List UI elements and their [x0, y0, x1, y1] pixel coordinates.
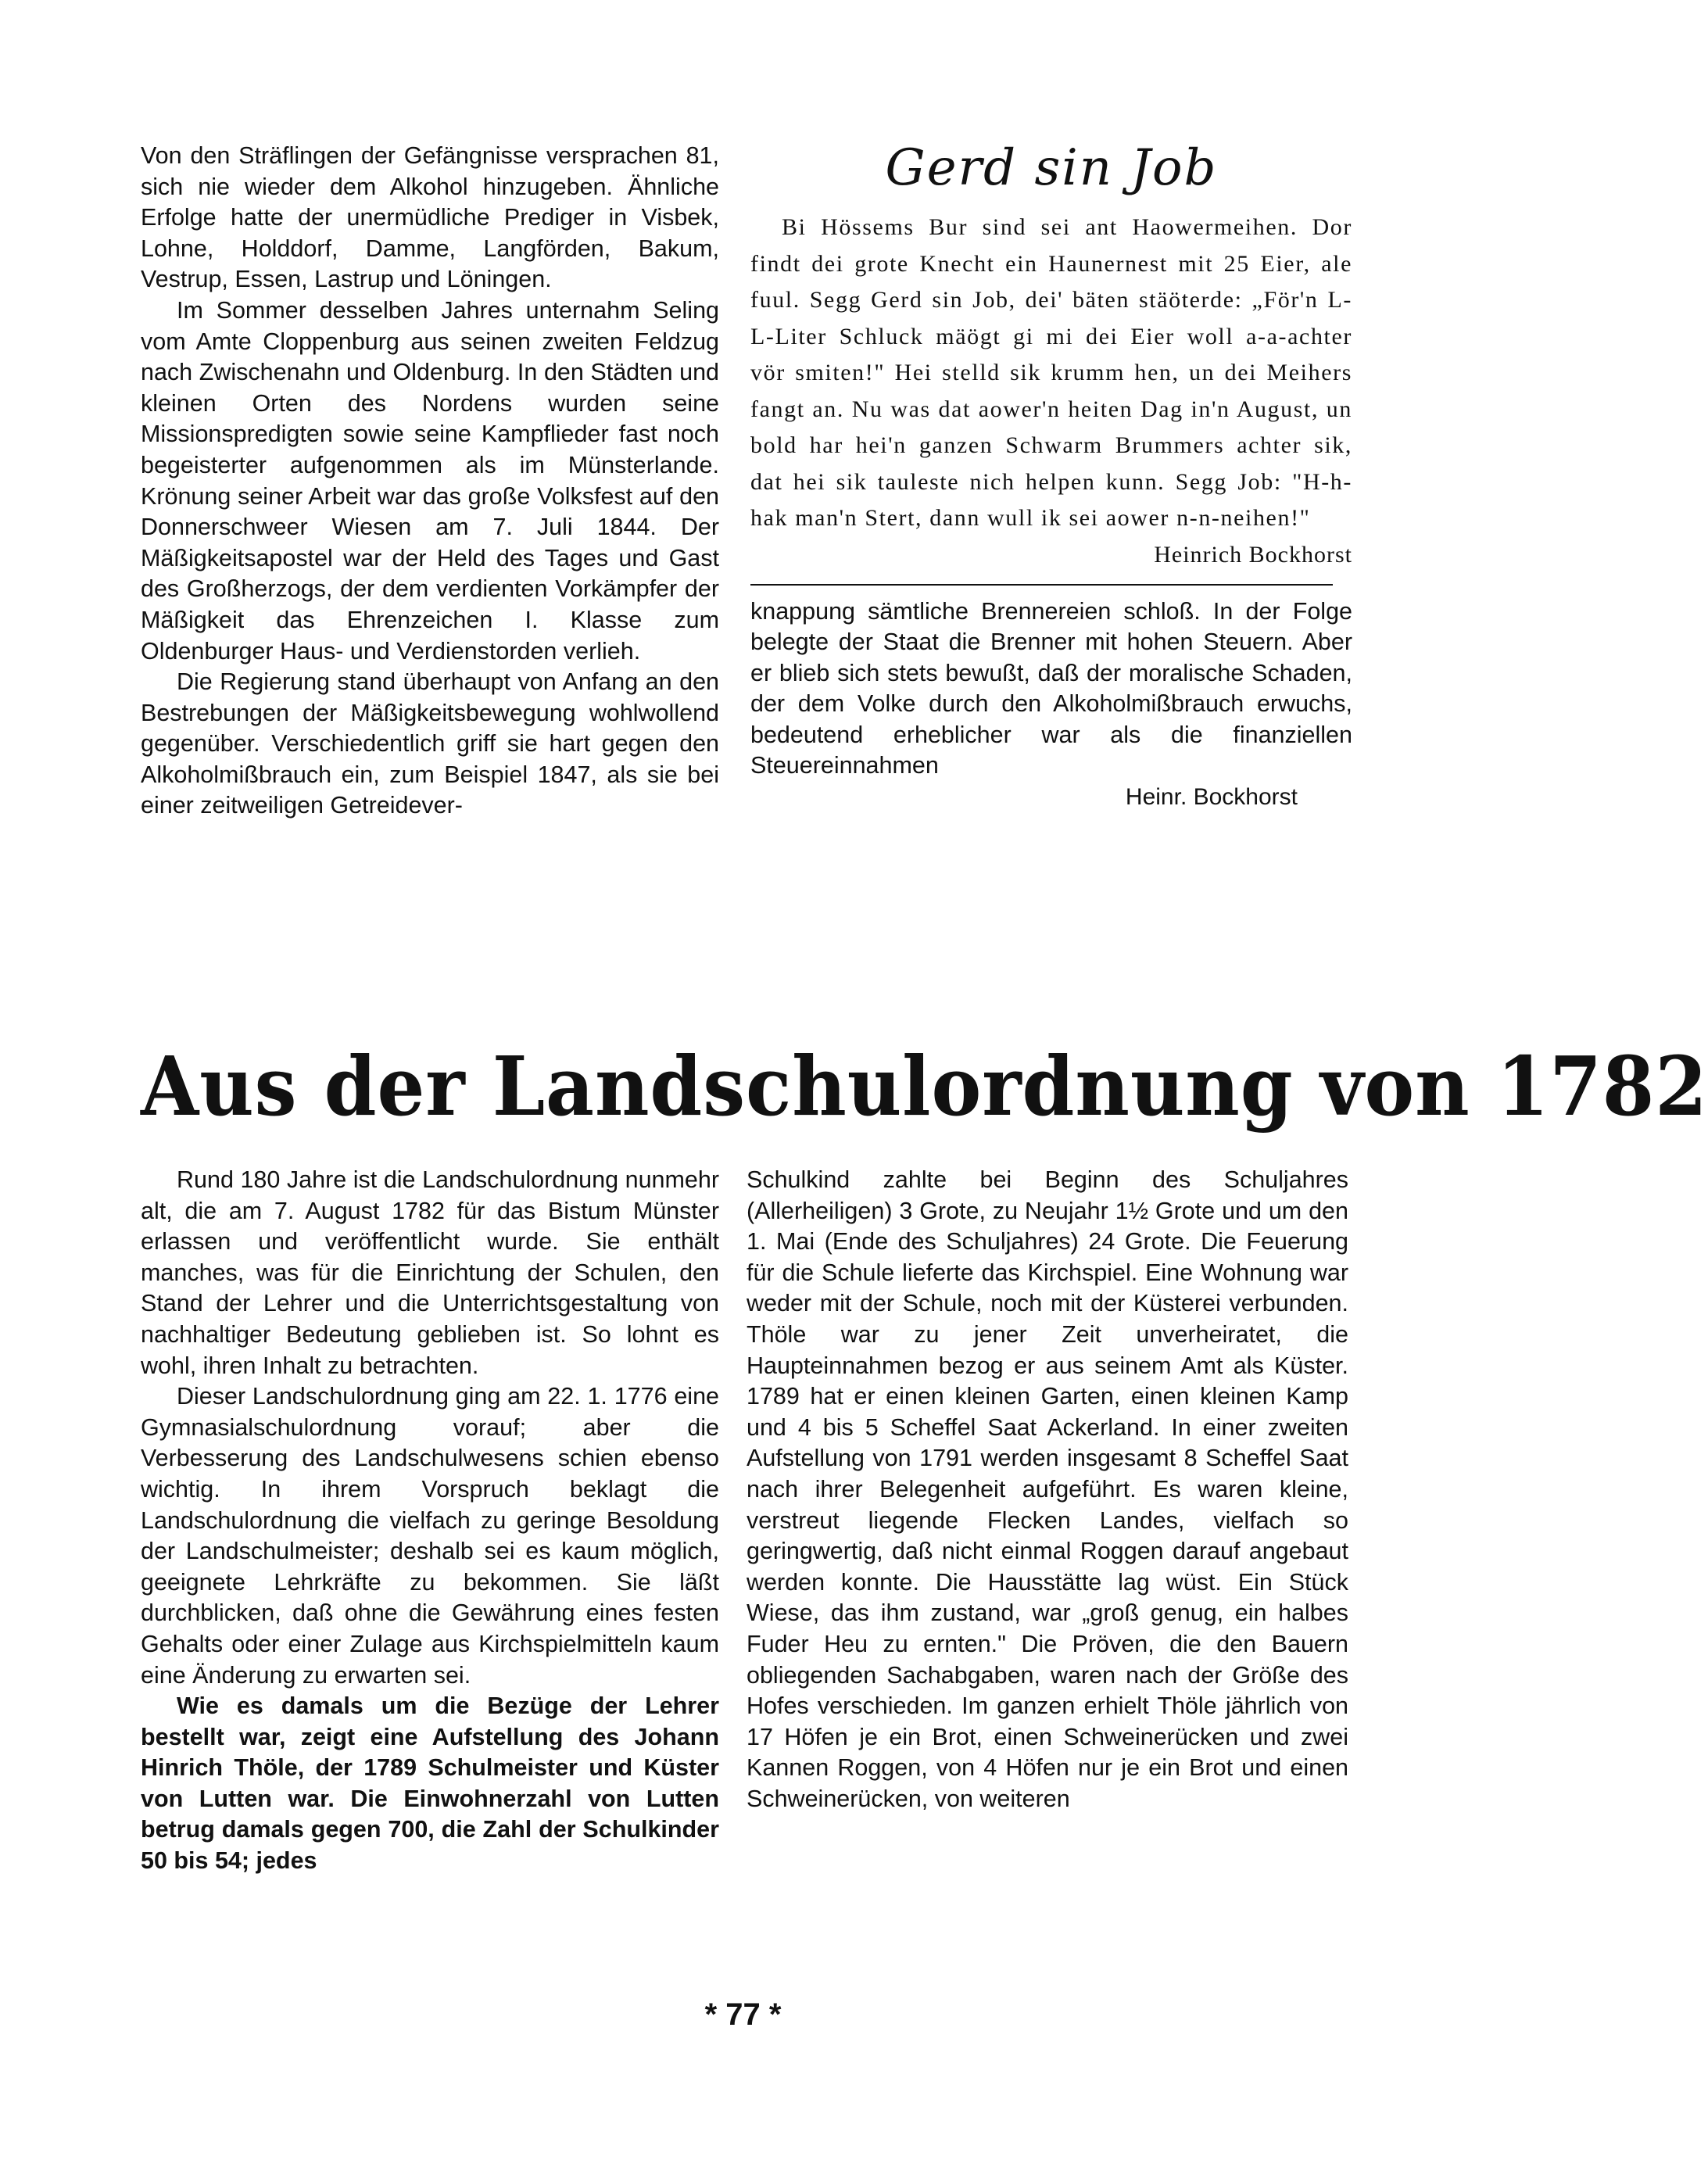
- article1-paragraph-1: Von den Sträflingen der Gefängnisse versprachen 81, sich nie wieder dem Alkohol hinzugeben. Ähnliche Erfolge hatte der unermüdliche Prediger in Visbek, Lohne, Holddorf, Damme, Langförden, Bakum, Vestrup, Essen, Lastrup und Löningen.: [141, 142, 719, 293]
- article1-signature: Heinr. Bockhorst: [1125, 784, 1298, 811]
- article2-paragraph-2: Dieser Landschulordnung ging am 22. 1. 1776 eine Gymnasialschulordnung vorauf; aber die Verbesserung des Landschulwesens schien ebenso wichtig. In ihrem Vorspruch beklagt die Landschulordnung die vielfach zu geringe Besoldung der Landschulmeister; deshalb sei es kaum möglich, geeignete Lehrkräfte zu bekommen. Sie läßt durchblicken, daß ohne die Gewährung eines festen Gehalts oder einer Zulage aus Kirchspielmitteln kaum eine Änderung zu erwarten sei.: [141, 1383, 719, 1689]
- article1-continuation: [750, 596, 1352, 783]
- poem-title: Gerd sin Job: [885, 139, 1218, 197]
- poem-body: [750, 210, 1352, 537]
- poem-author: Heinrich Bockhorst: [1154, 541, 1352, 568]
- article2-right-text: Schulkind zahlte bei Beginn des Schuljahres (Allerheiligen) 3 Grote, zu Neujahr 1½ Grote und um den 1. Mai (Ende des Schuljahres) 24 Grote. Die Feuerung für die Schule lieferte das Kirchspiel. Eine Wohnung war weder mit der Schule, noch mit der Küsterei verbunden. Thöle war zu jener Zeit unverheiratet, die Haupteinnahmen bezog er aus seinem Amt als Küster. 1789 hat er einen kleinen Garten, einen kleinen Kamp und 4 bis 5 Scheffel Saat Ackerland. In einer zweiten Aufstellung von 1791 werden insgesamt 8 Scheffel Saat nach ihrer Belegenheit aufgeführt. Es waren kleine, verstreut liegende Flecken Landes, vielfach so geringwertig, daß nicht einmal Roggen darauf angebaut werden konnte. Die Hausstätte lag wüst. Ein Stück Wiese, das ihm zustand, war „groß genug, ein halbes Fuder Heu zu ernten." Die Pröven, die den Bauern obliegenden Sachabgaben, waren nach der Größe des Hofes verschieden. Im ganzen erhielt Thöle jährlich von 17 Höfen je ein Brot, einen Schweinerücken und zwei Kannen Roggen, von 4 Höfen nur je ein Brot und einen Schweinerücken, von weiteren: [747, 1166, 1348, 1812]
- article2-headline: Aus der Landschulordnung von 1782: [141, 1038, 1708, 1134]
- poem-text: Bi Hössems Bur sind sei ant Haowermeihen. Dor findt dei grote Knecht ein Haunernest mit 25 Eier, ale fuul. Segg Gerd sin Job, dei' bäten stäöterde: „För'n L-L-Liter Schluck mäögt gi mi dei Eier woll a-a-achter vör smiten!" Hei stelld sik krumm hen, un dei Meihers fangt an. Nu was dat aower'n heiten Dag in'n August, un bold har hei'n ganzen Schwarm Brummers achter sik, dat hei sik tauleste nich helpen kunn. Segg Job: "H-h-hak man'n Stert, dann wull ik sei aower n-n-neihen!": [750, 214, 1352, 531]
- article2-paragraph-1: Rund 180 Jahre ist die Landschulordnung nunmehr alt, die am 7. August 1782 für das Bistum Münster erlassen und veröffentlicht wurde. Sie enthält manches, was für die Einrichtung der Schulen, den Stand der Lehrer und die Unterrichtsgestaltung von nachhaltiger Bedeutung geblieben ist. So lohnt es wohl, ihren Inhalt zu betrachten.: [141, 1166, 719, 1379]
- poem-column: [750, 133, 1352, 813]
- article2-paragraph-3: Wie es damals um die Bezüge der Lehrer bestellt war, zeigt eine Aufstellung des Johann Hinrich Thöle, der 1789 Schulmeister und Küster von Lutten war. Die Einwohnerzahl von Lutten betrug damals gegen 700, die Zahl der Schulkinder 50 bis 54; jedes: [141, 1693, 719, 1875]
- section-divider: [750, 584, 1333, 586]
- article1-continuation-text: knappung sämtliche Brennereien schloß. In der Folge belegte der Staat die Brenner mit hohen Steuern. Aber er blieb sich stets bewußt, daß der moralische Schaden, der dem Volke durch den Alkoholmißbrauch erwuchs, bedeutend erheblicher war als die finanziellen Steuereinnahmen: [750, 597, 1352, 779]
- article1-left-column: [141, 141, 719, 822]
- page-number: * 77 *: [704, 1997, 782, 2032]
- article1-paragraph-3: Die Regierung stand überhaupt von Anfang an den Bestrebungen der Mäßigkeitsbewegung wohlwollend gegenüber. Verschiedentlich griff sie hart gegen den Alkoholmißbrauch ein, zum Beispiel 1847, als sie bei einer zeitweiligen Getreidever-: [141, 668, 719, 819]
- article1-paragraph-2: Im Sommer desselben Jahres unternahm Seling vom Amte Cloppenburg aus seinen zweiten Feldzug nach Zwischenahn und Oldenburg. In den Städten und kleinen Orten des Nordens wurden seine Missionspredigten sowie seine Kampflieder fast noch begeisterter aufgenommen als im Münsterlande. Krönung seiner Arbeit war das große Volksfest auf den Donnerschweer Wiesen am 7. Juli 1844. Der Mäßigkeitsapostel war der Held des Tages und Gast des Großherzogs, der dem verdienten Vorkämpfer der Mäßigkeit das Ehrenzeichen I. Klasse zum Oldenburger Haus- und Verdienstorden verlieh.: [141, 296, 719, 664]
- article2-right-column: [747, 1165, 1348, 1814]
- article2-left-column: [141, 1165, 719, 1877]
